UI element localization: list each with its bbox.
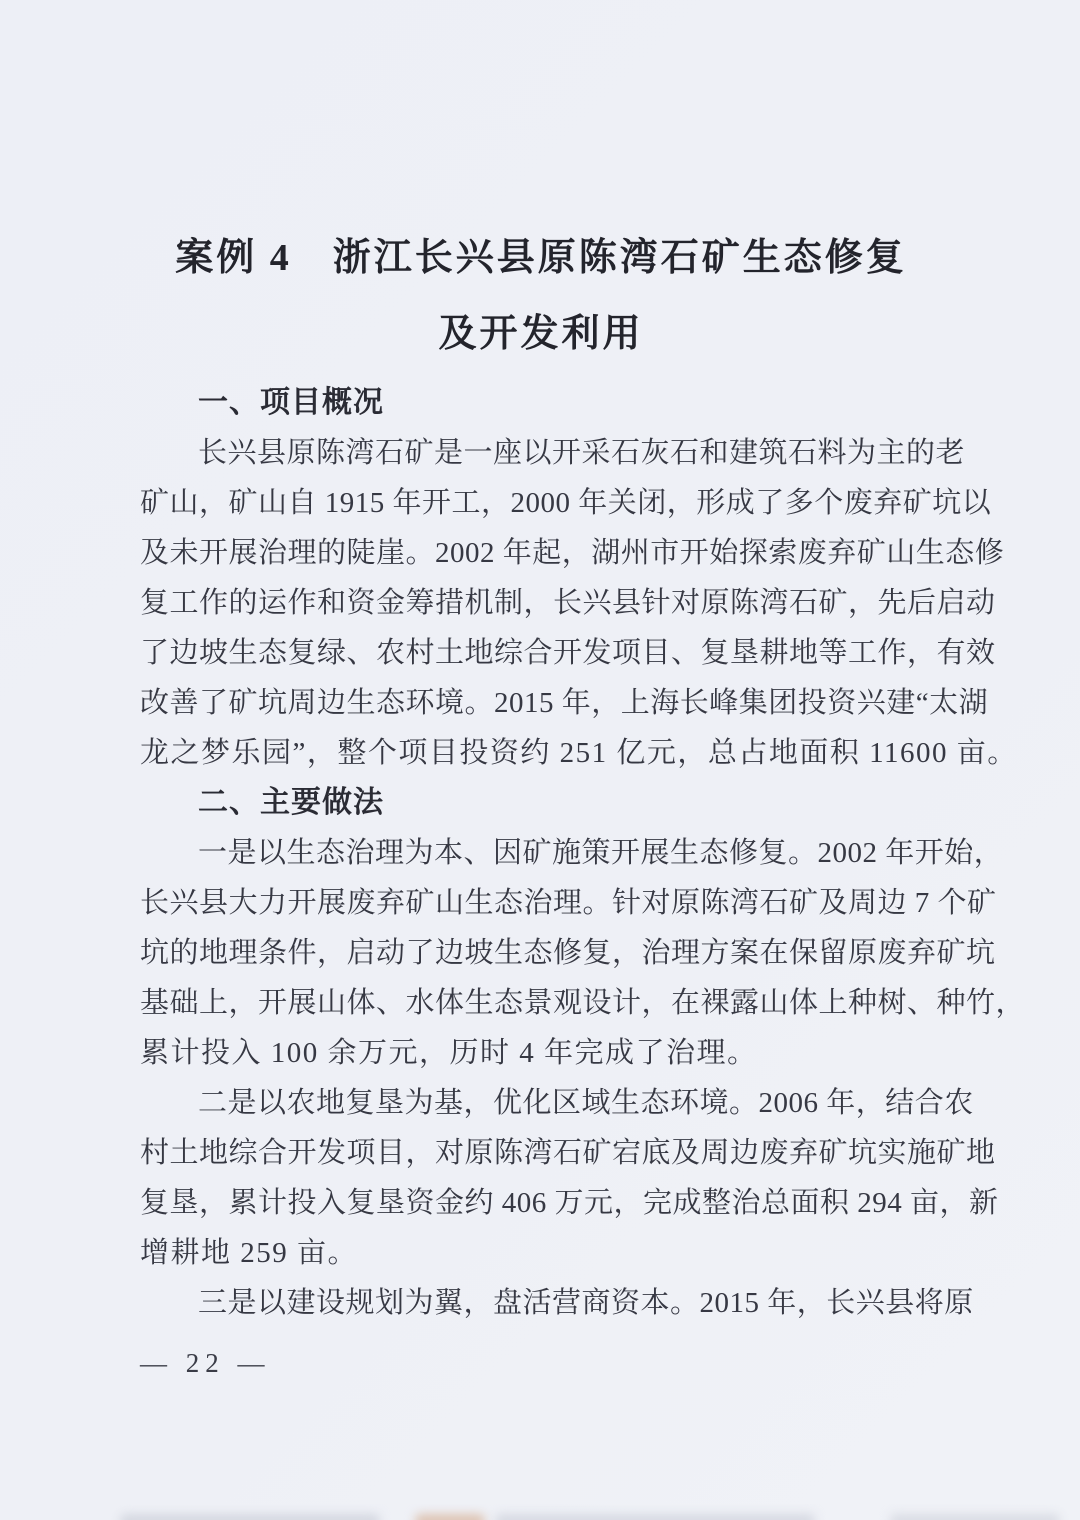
text-line: 复垦，累计投入复垦资金约 406 万元，完成整治总面积 294 亩，新 xyxy=(140,1187,999,1219)
paragraph-4 xyxy=(140,1278,974,1328)
next-page-edge-artifact xyxy=(0,1504,1080,1520)
text-line: 改善了矿坑周边生态环境。2015 年，上海长峰集团投资兴建“太湖 xyxy=(140,687,989,719)
text-line: 村土地综合开发项目，对原陈湾石矿宕底及周边废弃矿坑实施矿地 xyxy=(140,1137,996,1169)
title-line-2: 及开发利用 xyxy=(438,313,644,355)
page-content xyxy=(140,0,1026,1328)
text-line: 及未开展治理的陡崖。2002 年起，湖州市开始探索废弃矿山生态修 xyxy=(140,537,1005,569)
scan-smudge xyxy=(890,1514,1060,1520)
text-line: 矿山，矿山自 1915 年开工，2000 年关闭，形成了多个废弃矿坑以 xyxy=(140,487,992,519)
text-line: 了边坡生态复绿、农村土地综合开发项目、复垦耕地等工作，有效 xyxy=(140,637,996,669)
paragraph-1 xyxy=(140,428,1018,778)
text-line: 累计投入 100 余万元，历时 4 年完成了治理。 xyxy=(140,1037,758,1069)
text-line: 长兴县原陈湾石矿是一座以开采石灰石和建筑石料为主的老 xyxy=(198,437,966,469)
text-line: 坑的地理条件，启动了边坡生态修复，治理方案在保留原废弃矿坑 xyxy=(140,937,996,969)
text-line: 三是以建设规划为翼，盘活营商资本。2015 年，长兴县将原 xyxy=(198,1287,974,1319)
scan-smudge xyxy=(120,1514,380,1520)
text-line: 一是以生态治理为本、因矿施策开展生态修复。2002 年开始， xyxy=(198,837,1004,869)
section-heading-1: 一、项目概况 xyxy=(198,386,384,419)
text-line: 长兴县大力开展废弃矿山生态治理。针对原陈湾石矿及周边 7 个矿 xyxy=(140,887,997,919)
document-title xyxy=(140,0,942,372)
section-heading-2: 二、主要做法 xyxy=(198,786,384,819)
paragraph-2 xyxy=(140,828,1026,1078)
text-line: 二是以农地复垦为基，优化区域生态环境。2006 年，结合农 xyxy=(198,1087,974,1119)
page-number: — 22 — xyxy=(140,1348,271,1378)
scan-smudge xyxy=(415,1514,485,1520)
text-line: 基础上，开展山体、水体生态景观设计，在裸露山体上种树、种竹， xyxy=(140,987,1026,1019)
title-line-1: 案例 4 浙江长兴县原陈湾石矿生态修复 xyxy=(175,237,907,279)
scan-smudge xyxy=(495,1514,815,1520)
text-line: 复工作的运作和资金筹措机制，长兴县针对原陈湾石矿，先后启动 xyxy=(140,587,996,619)
paragraph-3 xyxy=(140,1078,999,1278)
text-line: 增耕地 259 亩。 xyxy=(140,1237,359,1269)
text-line: 龙之梦乐园”，整个项目投资约 251 亿元，总占地面积 11600 亩。 xyxy=(140,737,1018,769)
